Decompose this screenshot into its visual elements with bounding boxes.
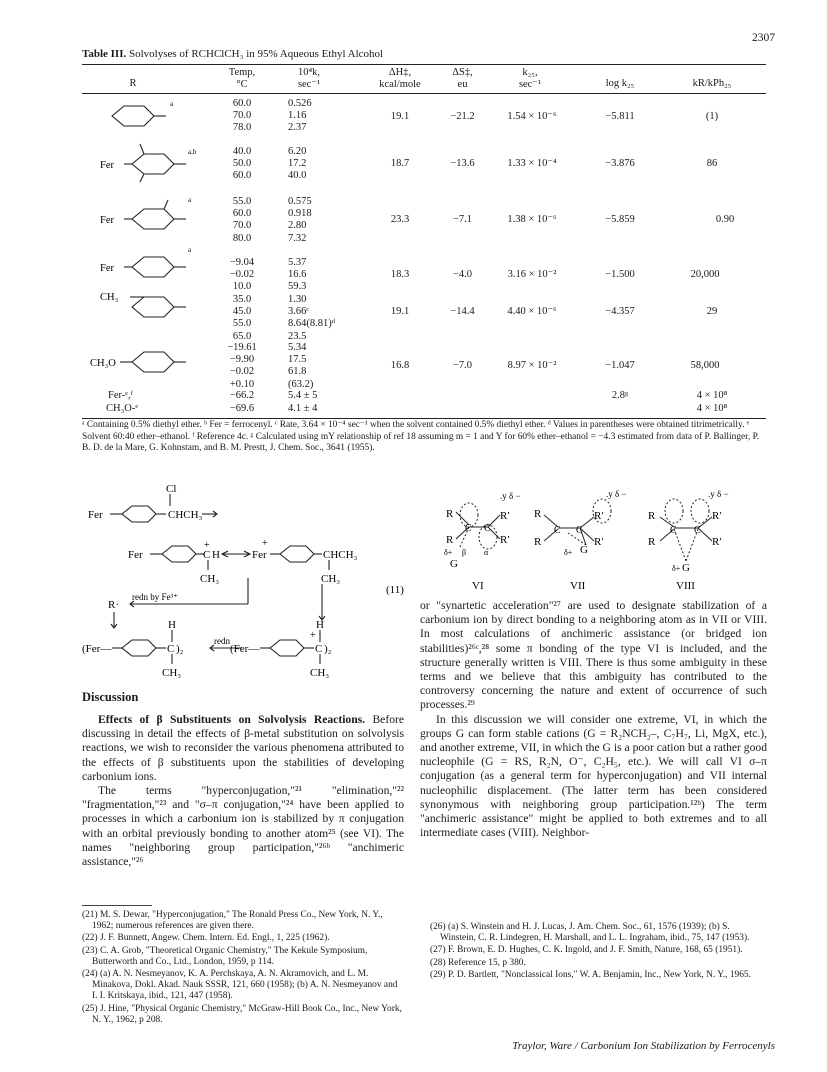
reference-28: (28) Reference 15, p 380.: [430, 957, 526, 968]
svg-text:VII: VII: [570, 580, 586, 592]
svg-text:R: R: [648, 536, 656, 548]
svg-text:Fer: Fer: [100, 263, 114, 274]
reference-27: (27) F. Brown, E. D. Hughes, C. K. Ingold, and J. F. Smith, Nature, 168, 65 (1951).: [430, 945, 743, 956]
g5-logk: −4.357: [605, 306, 635, 317]
svg-text:a: a: [170, 100, 174, 108]
svg-text:CH₃: CH₃: [100, 292, 119, 303]
svg-text:C: C: [576, 525, 583, 536]
svg-text:R: R: [534, 508, 542, 520]
g5-temps: 35.0 45.0 55.0 65.0: [232, 294, 252, 342]
header-temp: Temp, °C: [228, 67, 256, 90]
svg-text:redn: redn: [214, 636, 230, 646]
svg-text:+: +: [310, 630, 316, 641]
reference-26: (26) (a) S. Winstein and H. J. Lucas, J. Am. Chem. Soc., 61, 1576 (1939); (b) S. Winstein, C. R. Lindegren, H. Marshall, and L. L. Ingraham, ibid., 75, 147 (1953).: [430, 922, 750, 944]
svg-text:CHCH₃: CHCH₃: [323, 549, 358, 561]
svg-text:G: G: [450, 558, 458, 570]
svg-text:G: G: [682, 562, 690, 574]
svg-text:a: a: [188, 246, 192, 254]
left-column-text: [82, 713, 404, 869]
svg-text:Fer: Fer: [100, 160, 114, 171]
svg-text:δ+: δ+: [564, 548, 573, 557]
paragraph-1: Before discussing in detail the effects of β-metal substitution on solvolysis reactions, we wish to reconsider the various phenomena attributed to the effects of β substituents upon the stabilities of developing carbonium ions.: [82, 713, 404, 783]
svg-text:.y δ −: .y δ −: [606, 489, 627, 499]
g3-temps: 55.0 60.0 70.0 80.0: [232, 196, 252, 244]
svg-text:C: C: [554, 525, 561, 536]
g6-k25: 8.97 × 10⁻²: [507, 360, 557, 371]
reference-22: (22) J. F. Bunnett, Angew. Chem. Intern. Ed. Engl., 1, 225 (1962).: [82, 933, 330, 944]
g2-temps: 40.0 50.0 60.0: [232, 146, 252, 182]
paragraph-4: In this discussion we will consider one extreme, VI, in which the groups G can form stable cations (G = R₂NCH₂–, C₇H₇, Li, MgX, etc.), and another extreme, VII, in which the G is a poor cation but a rather good nucleophile (G = RS, R₂N, O⁻, C₂H₅, etc.). We will call VI σ–π conjugation (as a general term for hyperconjugation) and VII internal nucleophilic displacement. (The latter term has been considered synonymous with neighboring group participation.¹²ᵇ) The term "anchimeric assistance" might be applied to both extremes and to all intermediate cases (VIII). Neighbor-: [420, 712, 767, 840]
section-heading-discussion: Discussion: [82, 690, 139, 704]
svg-text:R: R: [648, 510, 656, 522]
svg-text:R′: R′: [594, 510, 604, 522]
svg-text:H: H: [168, 619, 176, 631]
reference-23: (23) C. A. Grob, "Theoretical Organic Chemistry," The Kekule Symposium, Butterworth and Co., Ltd., London, 1959, p 114.: [82, 945, 368, 967]
structures-vi-vii-viii: [436, 487, 776, 602]
svg-text:Fer: Fer: [88, 509, 103, 521]
svg-text:VIII: VIII: [676, 580, 695, 592]
svg-text:C: C: [484, 523, 491, 534]
g1-logk: −5.811: [605, 111, 635, 122]
table-title: Solvolyses of RCHClCH₃ in 95% Aqueous Ethyl Alcohol: [128, 48, 384, 60]
header-logk: log k₂₅: [605, 78, 635, 89]
table-label: Table III.: [82, 48, 127, 60]
svg-text:VI: VI: [472, 580, 484, 592]
svg-text:H: H: [316, 619, 324, 631]
svg-text:CHCH₃: CHCH₃: [168, 509, 203, 521]
svg-text:Cl: Cl: [166, 483, 177, 495]
run-in-heading: Effects of β Substituents on Solvolysis Reactions.: [98, 713, 366, 726]
svg-text:R: R: [534, 536, 542, 548]
svg-text:G: G: [580, 544, 588, 556]
extra-row-1-ratio: 4 × 10⁸: [696, 390, 728, 401]
g3-dh: 23.3: [390, 214, 410, 225]
svg-text:R: R: [446, 534, 454, 546]
svg-text:R′: R′: [500, 510, 510, 522]
header-ratio: kR/kPh₂₅: [692, 78, 732, 89]
g3-ds: −7.1: [452, 214, 473, 225]
g4-ds: −4.0: [452, 269, 473, 280]
g1-ratio: (1): [705, 111, 719, 122]
g1-dh: 19.1: [390, 111, 410, 122]
header-k: 10⁴k, sec⁻¹: [297, 67, 321, 90]
extra-row-2-k: 4.1 ± 4: [288, 403, 318, 414]
g2-k25: 1.33 × 10⁻⁴: [507, 158, 557, 169]
g2-logk: −3.876: [605, 158, 635, 169]
table-footnotes: ᵃ Containing 0.5% diethyl ether. ᵇ Fer = ferrocenyl. ᶜ Rate, 3.64 × 10⁻⁴ sec⁻¹ when the solvent contained 0.5% diethyl ether. ᵈ Values in parentheses were obtained titrimetrically. ᵉ Solvent 60:40 ether–ethanol. ᶠ Reference 4c. ᵍ Calculated using mY relationship of ref 18 assuming m = 1 and Y for 60% ether–ethanol = −4.3 estimated from data of P. Ballinger, P. B. D. de la Mare, G. Kohnstam, and B. M. Prestt, J. Chem. Soc., 3641 (1955).: [82, 420, 760, 453]
g6-ks: 5.34 17.5 61.8 (63.2): [288, 342, 314, 390]
table-rule-top: [82, 64, 766, 65]
g5-ratio: 29: [706, 306, 718, 317]
svg-text:C: C: [167, 643, 175, 655]
extra-row-1-temp: −66.2: [229, 390, 255, 401]
svg-text:(Fer—: (Fer—: [82, 643, 112, 655]
g1-k25: 1.54 × 10⁻⁶: [507, 111, 557, 122]
running-footer: Traylor, Ware / Carbonium Ion Stabilization by Ferrocenyls: [512, 1040, 775, 1052]
g3-ks: 0.575 0.918 2.80 7.32: [288, 196, 312, 244]
table-caption: [82, 48, 383, 60]
g6-dh: 16.8: [390, 360, 410, 371]
header-ds: ΔS‡, eu: [452, 67, 473, 90]
footnote-rule-left: [82, 905, 152, 906]
g4-temps: −9.04 −0.02 10.0: [229, 257, 255, 293]
g1-temps: 60.0 70.0 78.0: [232, 98, 252, 134]
g5-ks: 1.30 3.66ᶜ 8.64(8.81)ᵈ 23.5: [288, 294, 336, 342]
svg-text:β: β: [462, 548, 467, 557]
references-right: [430, 922, 767, 982]
g4-dh: 18.3: [390, 269, 410, 280]
g2-ratio: 86: [706, 158, 718, 169]
svg-text:α: α: [484, 548, 489, 557]
page-number: 2307: [752, 32, 775, 44]
paragraph-3: or "synartetic acceleration"²⁷ are used to designate stabilization of a carbonium ion by direct bonding to a neighboring atom as in VII or VIII. In most calculations of anchimeric assistance (or bridged ion stabilities)²⁶ᶜ,²⁸ some π bonding of the type VI is included, and the structure generally written is VIII. There is thus some ambiguity in these terms and we believe that this ambiguity has contributed to the controversy concerning the nature and extent of occurrence of such processes.²⁹: [420, 599, 767, 712]
extra-row-2-r: CH₃O-ᵉ: [106, 403, 139, 414]
svg-text:a: a: [188, 196, 192, 204]
svg-text:redn by Fe³⁺: redn by Fe³⁺: [132, 592, 178, 602]
table-rule-bottom: [82, 418, 766, 419]
svg-text:CH₃: CH₃: [200, 573, 220, 585]
g5-ds: −14.4: [450, 306, 475, 317]
g1-ks: 0.526 1.16 2.37: [288, 98, 312, 134]
g5-k25: 4.40 × 10⁻⁶: [507, 306, 557, 317]
reaction-scheme: [82, 480, 412, 680]
g6-ratio: 58,000: [690, 360, 720, 371]
g5-dh: 19.1: [390, 306, 410, 317]
svg-text:+: +: [262, 538, 268, 549]
g1-ds: −21.2: [450, 111, 475, 122]
g6-temps: −19.61 −9.90 −0.02 +0.10: [227, 342, 257, 390]
svg-text:C: C: [670, 525, 677, 536]
svg-text:R′: R′: [594, 536, 604, 548]
g2-dh: 18.7: [390, 158, 410, 169]
g2-ds: −13.6: [450, 158, 475, 169]
header-dh: ΔH‡, kcal/mole: [379, 67, 421, 90]
g3-logk: −5.859: [605, 214, 635, 225]
paragraph-2: The terms "hyperconjugation,"²¹ "elimination,"²² "fragmentation,"²³ and "σ–π conjugation,"²⁴ have been applied to processes in which a carbonium ion is stabilized by π conjugation with an orbital previously bonding to another atom²⁵ (see VI). The names "neighboring group participation,"²⁶ᵇ "anchimeric assistance,"²⁶: [82, 784, 404, 869]
svg-text:a,b: a,b: [188, 148, 197, 156]
svg-text:(Fer—: (Fer—: [230, 643, 260, 655]
svg-text:CH₃: CH₃: [310, 667, 330, 679]
reference-25: (25) J. Hine, "Physical Organic Chemistry," McGraw-Hill Book Co., Inc., New York, N. Y., 1962, p 208.: [82, 1003, 402, 1025]
right-column-text: [420, 599, 767, 840]
g4-logk: −1.500: [605, 269, 635, 280]
svg-text:R′: R′: [500, 534, 510, 546]
svg-text:.y δ −: .y δ −: [708, 489, 729, 499]
header-k25: k₂₅, sec⁻¹: [518, 67, 542, 90]
extra-row-1-logk: 2.8ᵍ: [611, 390, 629, 401]
references-left: [82, 910, 404, 1027]
extra-row-1-k: 5.4 ± 5: [288, 390, 318, 401]
g6-logk: −1.047: [605, 360, 635, 371]
svg-text:)₂: )₂: [176, 643, 184, 655]
header-r: R: [129, 78, 137, 89]
extra-row-2-temp: −69.6: [229, 403, 255, 414]
svg-text:CH₃: CH₃: [162, 667, 182, 679]
extra-row-2-ratio: 4 × 10⁸: [696, 403, 728, 414]
svg-text:C: C: [465, 523, 472, 534]
g6-ds: −7.0: [452, 360, 473, 371]
svg-text:Fer: Fer: [252, 549, 267, 561]
svg-text:R: R: [446, 508, 454, 520]
svg-text:δ+: δ+: [672, 564, 681, 573]
g4-k25: 3.16 × 10⁻²: [507, 269, 557, 280]
svg-text:(11): (11): [386, 584, 404, 596]
g3-ratio: 0.90: [715, 214, 735, 225]
svg-text:CH₃O: CH₃O: [90, 358, 116, 369]
svg-text:Fer: Fer: [128, 549, 143, 561]
svg-text:R′: R′: [712, 536, 722, 548]
reference-29: (29) P. D. Bartlett, "Nonclassical Ions," W. A. Benjamin, Inc., New York, N. Y., 1965.: [430, 969, 751, 980]
svg-text:C: C: [315, 643, 323, 655]
svg-text:.y δ −: .y δ −: [500, 491, 521, 501]
svg-text:)₂: )₂: [324, 643, 332, 655]
svg-text:H: H: [212, 549, 220, 561]
svg-text:R′: R′: [712, 510, 722, 522]
g2-ks: 6.20 17.2 40.0: [288, 146, 307, 182]
svg-text:CH₃: CH₃: [321, 573, 341, 585]
reference-24: (24) (a) A. N. Nesmeyanov, K. A. Perchskaya, A. N. Akramovich, and L. M. Minakova, Dokl. Akad. Nauk SSSR, 121, 660 (1958); (b) A. N. Nesmeyanov and I. I. Kritskaya, ibid., 121, 447 (1958).: [82, 969, 398, 1002]
svg-text:+: +: [204, 540, 210, 551]
g4-ks: 5.37 16.6 59.3: [288, 257, 307, 293]
svg-text:R·: R·: [108, 599, 119, 611]
svg-text:Fer: Fer: [100, 215, 114, 226]
extra-row-1-r: Fer-ᵉ,ᶠ: [108, 390, 133, 401]
g4-ratio: 20,000: [690, 269, 720, 280]
svg-text:C: C: [694, 525, 701, 536]
svg-text:δ+: δ+: [444, 548, 453, 557]
reference-21: (21) M. S. Dewar, "Hyperconjugation," The Ronald Press Co., New York, N. Y., 1962; numerous references are given there.: [82, 910, 383, 932]
svg-text:C: C: [203, 549, 211, 561]
g3-k25: 1.38 × 10⁻⁶: [507, 214, 557, 225]
